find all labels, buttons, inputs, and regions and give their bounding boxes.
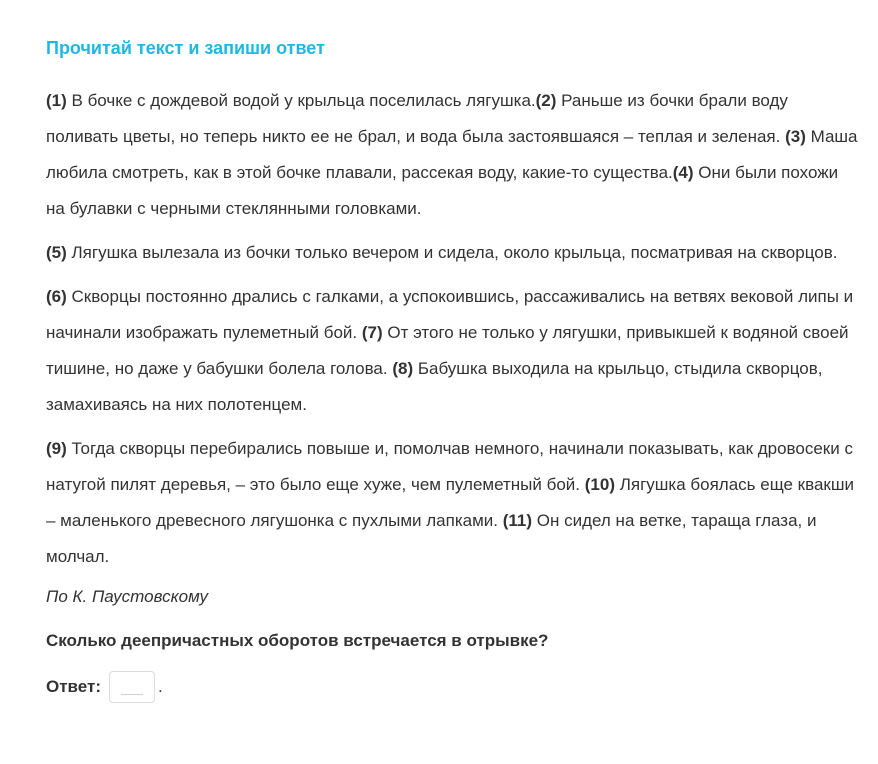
- sentence-text: Тогда скворцы перебирались повыше и, помолчав немного, начинали показывать, как дровосеки с натугой пилят деревья, – это было еще хуже, чем пулеметный бой.: [46, 439, 853, 494]
- sentence-text: От этого не только у лягушки, привыкшей к водяной своей тишине, но даже у бабушки болела голова.: [46, 323, 849, 378]
- sentence-number: (8): [392, 359, 414, 378]
- sentence-number: (11): [502, 511, 533, 530]
- text-paragraph-3: [46, 279, 858, 423]
- text-paragraph-4: [46, 431, 858, 575]
- answer-box-wrapper: [109, 671, 155, 703]
- answer-suffix: .: [158, 677, 163, 696]
- answer-label: Ответ:: [46, 677, 101, 696]
- sentence-text: Он сидел на ветке, тараща глаза, и молчал.: [46, 511, 817, 566]
- task-heading: Прочитай текст и запиши ответ: [46, 38, 325, 58]
- sentence-text: Скворцы постоянно дрались с галками, а успокоившись, рассаживались на ветвях вековой липы и начинали изображать пулеметный бой.: [46, 287, 854, 342]
- sentence-text: Бабушка выходила на крыльцо, стыдила скворцов, замахиваясь на них полотенцем.: [46, 359, 823, 414]
- sentence-number: (7): [361, 323, 383, 342]
- sentence-text: Маша любила смотреть, как в этой бочке плавали, рассекая воду, какие-то существа.: [46, 127, 858, 182]
- text-paragraph-1: [46, 83, 858, 227]
- answer-row: [46, 669, 858, 705]
- sentence-text: Раньше из бочки брали воду поливать цветы, но теперь никто ее не брал, и вода была застоявшаяся – теплая и зеленая.: [46, 91, 788, 146]
- question-text: Сколько деепричастных оборотов встречается в отрывке?: [46, 631, 549, 650]
- sentence-text: Лягушка вылезала из бочки только вечером и сидела, около крыльца, посматривая на скворцов.: [66, 243, 838, 262]
- sentence-number: (4): [672, 163, 694, 182]
- text-author: По К. Паустовскому: [46, 587, 209, 606]
- sentence-text: Они были похожи на булавки с черными стеклянными головками.: [46, 163, 839, 218]
- sentence-number: (1): [46, 91, 67, 110]
- sentence-text: Лягушка боялась еще квакши – маленького древесного лягушонка с пухлыми лапками.: [46, 475, 854, 530]
- sentence-number: (10): [584, 475, 615, 494]
- sentence-number: (2): [535, 91, 557, 110]
- sentence-text: В бочке с дождевой водой у крыльца поселилась лягушка.: [66, 91, 536, 110]
- sentence-number: (6): [46, 287, 67, 306]
- sentence-number: (9): [46, 439, 67, 458]
- sentence-number: (3): [785, 127, 806, 146]
- answer-input[interactable]: [109, 671, 155, 703]
- sentence-number: (5): [46, 243, 67, 262]
- text-paragraph-2: [46, 235, 858, 271]
